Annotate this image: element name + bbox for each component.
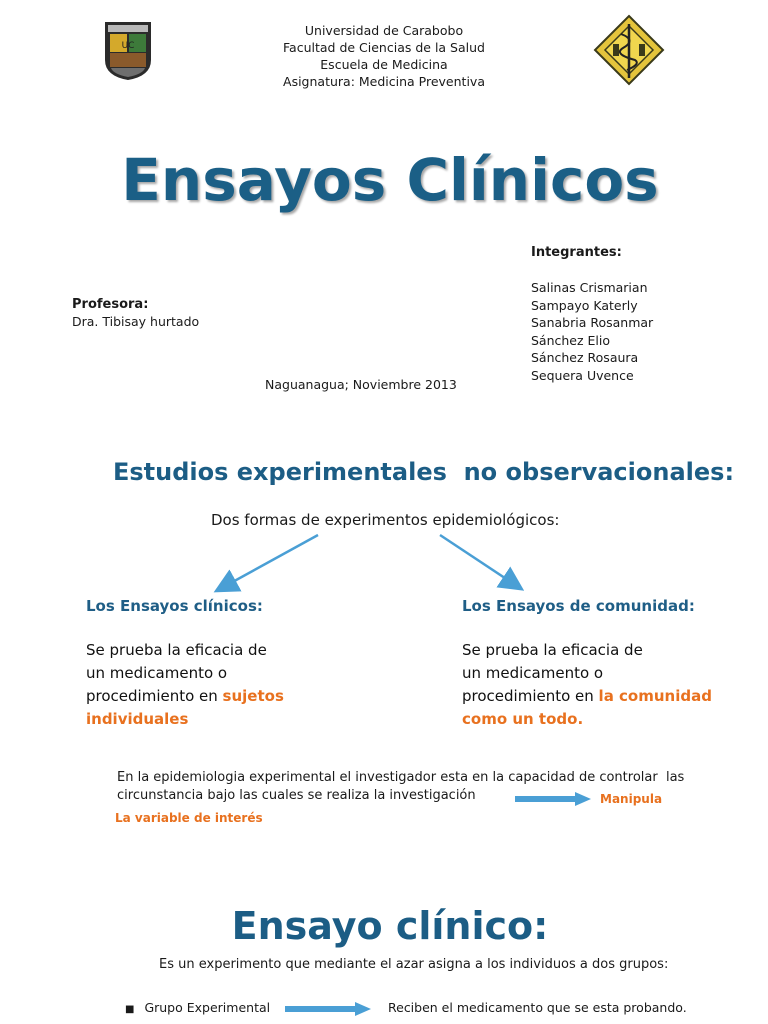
list-item: Sampayo Katerly <box>531 297 638 313</box>
bullet-arrow-icon <box>285 1002 375 1016</box>
profesora-name: Dra. Tibisay hurtado <box>72 314 200 329</box>
place-date: Naguanagua; Noviembre 2013 <box>265 377 457 392</box>
description-line: Se prueba la eficacia de <box>86 641 267 659</box>
profesora-block <box>72 296 199 330</box>
description-line <box>462 685 762 708</box>
bullet-result: Reciben el medicamento que se esta probando. <box>388 1000 687 1015</box>
clinical-trial-subtitle: Es un experimento que mediante el azar asigna a los individuos a dos grupos: <box>159 957 669 972</box>
paragraph-line: circunstancia bajo las cuales se realiza la investigación <box>117 788 476 803</box>
highlight-text: individuales <box>86 710 189 728</box>
bullet-dot-icon: ■ <box>125 1004 135 1015</box>
highlight-text: la comunidad <box>598 687 712 705</box>
school-name: Escuela de Medicina <box>320 57 448 72</box>
arrow-to-right-icon <box>440 535 520 588</box>
list-item: Sánchez Elio <box>531 332 611 348</box>
arrow-to-left-icon <box>218 535 318 590</box>
faculty-caduceus-logo <box>593 14 665 86</box>
clinical-trials-description <box>86 639 386 731</box>
variable-label: La variable de interés <box>115 811 263 825</box>
experiment-forms-subtitle: Dos formas de experimentos epidemiológicos: <box>211 511 560 529</box>
list-item: Sanabria Rosanmar <box>531 315 654 331</box>
community-trials-description <box>462 639 762 731</box>
integrantes-list <box>531 279 653 385</box>
subject-name: Asignatura: Medicina Preventiva <box>283 74 485 89</box>
highlight-text: sujetos <box>222 687 284 705</box>
manipula-arrow-icon <box>515 792 595 806</box>
university-name: Universidad de Carabobo <box>304 23 464 38</box>
list-item: Sequera Uvence <box>531 367 634 383</box>
clinical-trials-column <box>86 595 386 731</box>
description-line: un medicamento o <box>462 664 604 682</box>
highlight-text: como un todo. <box>462 710 584 728</box>
integrantes-label: Integrantes: <box>531 245 622 260</box>
list-item: Salinas Crismarian <box>531 280 648 295</box>
description-line: un medicamento o <box>86 664 228 682</box>
profesora-label: Profesora: <box>72 297 149 312</box>
institution-header <box>234 22 534 90</box>
clinical-trial-title: Ensayo clínico: <box>231 904 549 948</box>
faculty-name: Facultad de Ciencias de la Salud <box>283 40 485 55</box>
paragraph-line: En la epidemiologia experimental el investigador esta en la capacidad de controlar las <box>117 770 685 785</box>
description-text: procedimiento en <box>86 687 223 705</box>
community-trials-heading: Los Ensayos de comunidad: <box>462 597 695 615</box>
bullet-label: Grupo Experimental <box>144 1000 271 1015</box>
manipula-label: Manipula <box>600 792 663 806</box>
community-trials-column <box>462 595 762 731</box>
svg-text:UC: UC <box>121 41 135 51</box>
experimental-studies-title: Estudios experimentales no observacionales: <box>113 458 735 486</box>
description-text: procedimiento en <box>462 687 599 705</box>
description-line <box>86 685 386 708</box>
description-line: Se prueba la eficacia de <box>462 641 643 659</box>
cover-title: Ensayos Clínicos <box>121 146 659 214</box>
clinical-trials-heading: Los Ensayos clínicos: <box>86 597 263 615</box>
university-seal-logo <box>103 20 153 82</box>
list-item: Sánchez Rosaura <box>531 350 639 366</box>
